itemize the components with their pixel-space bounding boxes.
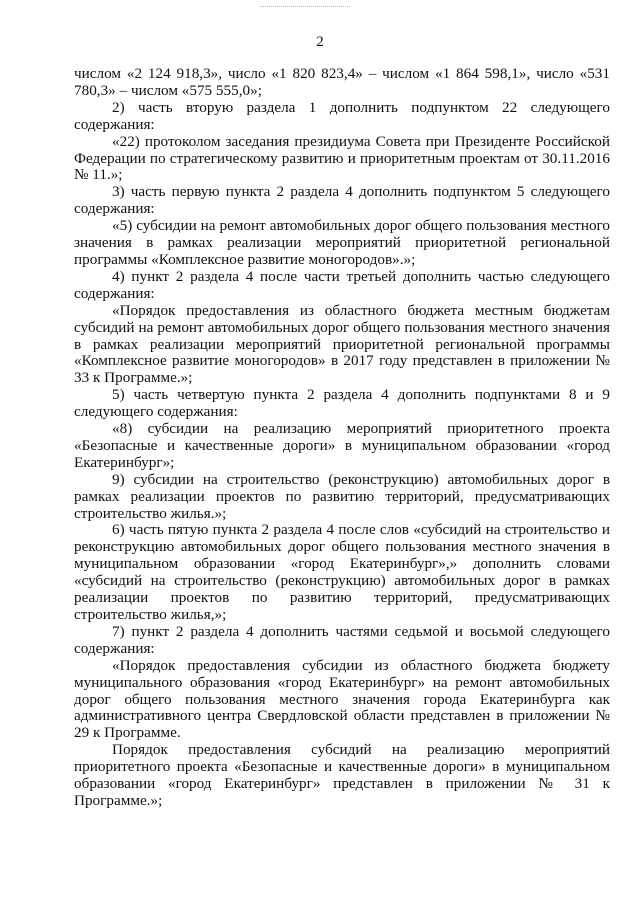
paragraph-item-3: 3) часть первую пункта 2 раздела 4 дополнить подпунктом 5 следующего содержания: bbox=[74, 183, 610, 218]
paragraph-subitem-22: «22) протоколом заседания президиума Совета при Президенте Российской Федерации по стратегическому развитию и приоритетным проектам от 30.11.2016 № 11.»; bbox=[74, 132, 610, 184]
paragraph-subitem-9: 9) субсидии на строительство (реконструкцию) автомобильных дорог в рамках реализации проектов по развитию территорий, предусматривающих строительство жилья.»; bbox=[74, 470, 610, 522]
paragraph-item-2: 2) часть вторую раздела 1 дополнить подпунктом 22 следующего содержания: bbox=[74, 98, 610, 133]
scan-artifact bbox=[260, 6, 350, 8]
paragraph-item-4: 4) пункт 2 раздела 4 после части третьей дополнить частью следующего содержания: bbox=[74, 267, 610, 302]
paragraph-procedure-31: Порядок предоставления субсидий на реализацию мероприятий приоритетного проекта «Безопасные и качественные дороги» в муниципальном образовании «город Екатеринбург» представлен в приложении № 31 к Программе.»; bbox=[74, 741, 610, 809]
paragraph-procedure-29: «Порядок предоставления субсидии из областного бюджета бюджету муниципального образования «город Екатеринбург» на ремонт автомобильных дорог общего пользования местного значения города Екатеринбурга как административного центра Свердловской области представлен в приложении № 29 к Программе. bbox=[74, 656, 610, 742]
document-body bbox=[74, 66, 610, 810]
paragraph-subitem-8: «8) субсидии на реализацию мероприятий приоритетного проекта «Безопасные и качественные дороги» в муниципальном образовании «город Екатеринбург»; bbox=[74, 420, 610, 471]
paragraph-subitem-5: «5) субсидии на ремонт автомобильных дорог общего пользования местного значения в рамках реализации мероприятий приоритетной региональной программы «Комплексное развитие моногородов».»; bbox=[74, 217, 610, 268]
paragraph-item-5: 5) часть четвертую пункта 2 раздела 4 дополнить подпунктами 8 и 9 следующего содержания: bbox=[74, 386, 610, 421]
page-number: 2 bbox=[316, 34, 324, 50]
paragraph-procedure-33: «Порядок предоставления из областного бюджета местным бюджетам субсидий на ремонт автомобильных дорог общего пользования местного значения в рамках реализации мероприятий приоритетной региональной программы «Комплексное развитие моногородов» в 2017 году представлен в приложении № 33 к Программе.»; bbox=[74, 301, 610, 387]
paragraph-item-6: 6) часть пятую пункта 2 раздела 4 после слов «субсидий на строительство и реконструкцию автомобильных дорог общего пользования местного значения в муниципальном образовании «город Екатеринбург»,» дополнить словами «субсидий на строительство (реконструкцию) автомобильных дорог в рамках реализации проектов по развитию территорий, предусматривающих строительство жилья,»; bbox=[74, 521, 610, 623]
paragraph-item-7: 7) пункт 2 раздела 4 дополнить частями седьмой и восьмой следующего содержания: bbox=[74, 622, 610, 657]
paragraph-continuation: числом «2 124 918,3», число «1 820 823,4» – числом «1 864 598,1», число «531 780,3» – числом «575 555,0»; bbox=[74, 65, 610, 99]
